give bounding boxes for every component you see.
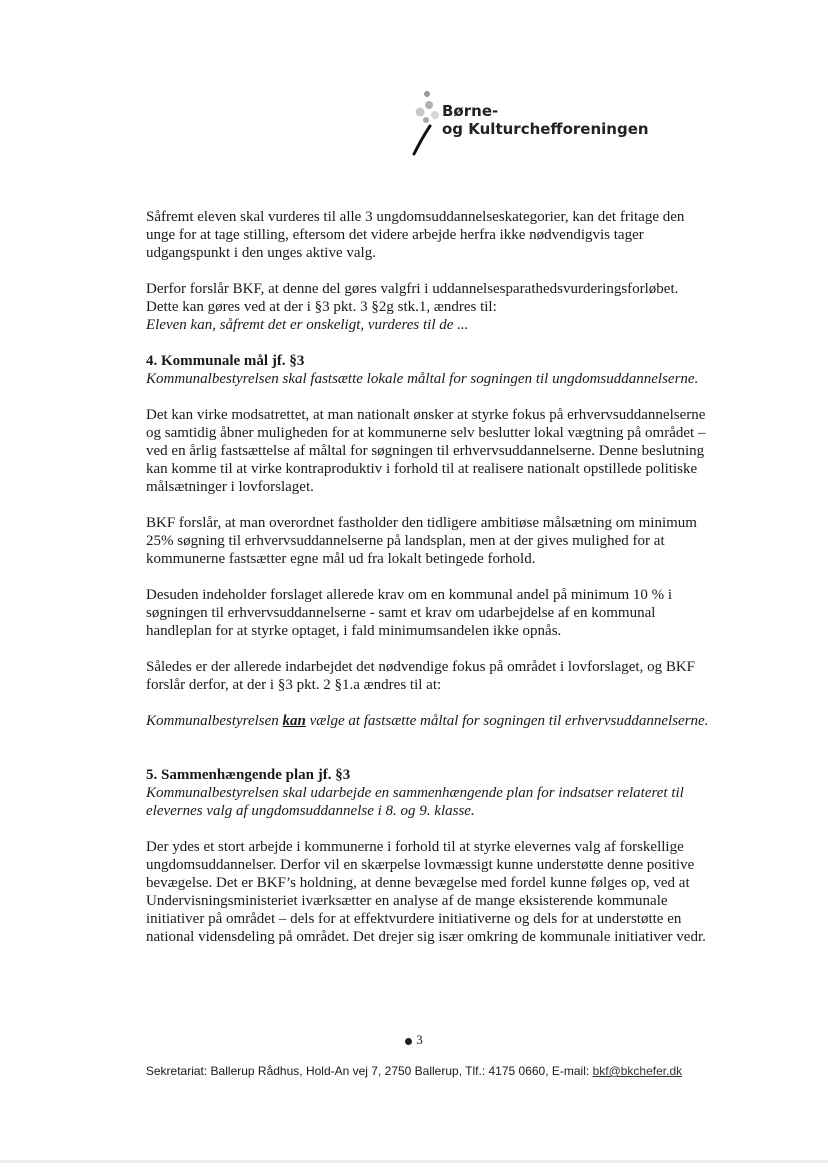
paragraph: Der ydes et stort arbejde i kommunerne i forhold til at styrke elevernes valg af forskellige ungdomsuddannelser. Derfor vil en skærpelse lovmæssigt kunne understøtte denne positive bevægelse. Det er BKF’s holdning, at denne bevægelse med fordel kunne følges op, ved at Undervisningsministeriet iværksætter en analyse af de mange eksisterende kommunale initiativer på området – dels for at effektvurdere initiativerne og dels for at understøtte en national vidensdeling på området. Det drejer sig især omkring de kommunale initiativer vedr. <box>146 839 706 945</box>
logo-line-2: og Kulturchefforeningen <box>442 120 649 138</box>
proposed-wording <box>146 712 712 730</box>
footer-text: Sekretariat: Ballerup Rådhus, Hold-An vej 7, 2750 Ballerup, Tlf.: 4175 0660, E-mail: <box>145 1064 593 1078</box>
logo-text <box>442 102 649 138</box>
proposed-wording: Eleven kan, såfremt det er onskeligt, vurderes til de ... <box>146 317 469 333</box>
footer-email-link[interactable]: bkf@bkchefer.dk <box>592 1064 683 1078</box>
section-subheading-5: Kommunalbestyrelsen skal udarbejde en sammenhængende plan for indsatser relateret til elevernes valg af ungdomsuddannelse i 8. og 9. klasse. <box>146 785 684 819</box>
logo <box>408 88 668 158</box>
proposed-wording-part: Kommunalbestyrelsen <box>146 713 283 729</box>
bkf-logo-icon <box>408 88 442 158</box>
paragraph: Det kan virke modsatrettet, at man nationalt ønsker at styrke fokus på erhvervsuddannelserne og samtidig åbner muligheden for at kommunerne selv beslutter lokal vægtning på området – ved en årlig fastsættelse af måltal for søgningen til erhvervsuddannelserne. Denne beslutning kan komme til at virke kontraproduktiv i forhold til at realisere nationalt opstillede politiske målsætninger i lovforslaget. <box>146 407 706 495</box>
footer <box>0 1064 828 1078</box>
proposed-wording-part: vælge at fastsætte måltal for sogningen til erhvervsuddannelserne. <box>305 713 709 729</box>
bullet-icon <box>405 1038 412 1045</box>
paragraph: Desuden indeholder forslaget allerede krav om en kommunal andel på minimum 10 % i søgningen til erhvervsuddannelserne - samt et krav om udarbejdelse af en kommunal handleplan for at styrke optaget, i fald minimumsandelen ikke opnås. <box>146 587 673 639</box>
paragraph <box>146 280 712 334</box>
section-subheading-4: Kommunalbestyrelsen skal fastsætte lokale måltal for sogningen til ungdomsuddannelserne. <box>146 371 699 387</box>
paragraph: BKF forslår, at man overordnet fastholder den tidligere ambitiøse målsætning om minimum 25% søgning til erhvervsuddannelserne på landsplan, men at der gives mulighed for at kommunerne fastsætter egne mål ud fra lokalt betingede forhold. <box>146 515 697 567</box>
section-heading-5: 5. Sammenhængende plan jf. §3 <box>146 767 351 783</box>
logo-line-1: Børne- <box>442 102 499 120</box>
emphasized-word: kan <box>282 713 306 729</box>
paragraph: Således er der allerede indarbejdet det nødvendige fokus på området i lovforslaget, og BKF forslår derfor, at der i §3 pkt. 2 §1.a ændres til at: <box>146 659 695 693</box>
paragraph-text: Derfor forslår BKF, at denne del gøres valgfri i uddannelsesparathedsvurderingsforløbet. Dette kan gøres ved at der i §3 pkt. 3 §2g stk.1, ændres til: <box>146 281 679 315</box>
page-number-text: 3 <box>416 1032 423 1047</box>
paragraph: Såfremt eleven skal vurderes til alle 3 ungdomsuddannelseskategorier, kan det fritage den unge for at tage stilling, eftersom det videre arbejde herfra ikke nødvendigvis tager udgangspunkt i den unges aktive valg. <box>146 209 685 261</box>
section-heading-4: 4. Kommunale mål jf. §3 <box>146 353 305 369</box>
body-text <box>146 208 712 964</box>
page-edge <box>0 1160 828 1163</box>
page-number <box>0 1032 828 1048</box>
